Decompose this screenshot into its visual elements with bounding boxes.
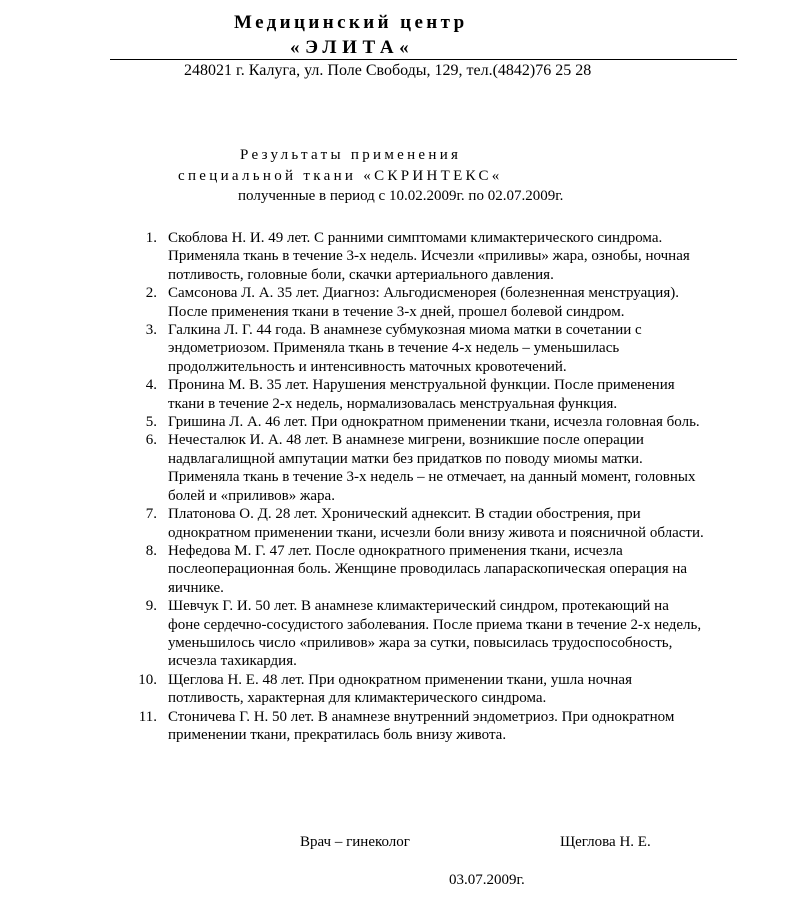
list-item (130, 284, 750, 321)
list-item-line: ткани в течение 2-х недель, нормализовалась менструальная функция. (168, 395, 618, 412)
list-item-line: Самсонова Л. А. 35 лет. Диагноз: Альгодисменорея (болезненная менструация). (168, 285, 679, 302)
list-item-line: однократном применении ткани, исчезли боли внизу живота и поясничной области. (168, 524, 704, 541)
list-item-line: применении ткани, прекратилась боль внизу живота. (168, 726, 507, 743)
list-item-line: эндометриозом. Применяла ткань в течение 4-х недель – уменьшилась (168, 340, 620, 357)
list-item-text (168, 431, 695, 505)
list-item-line: Применяла ткань в течение 3-х недель – не отмечает, на данный момент, головных (168, 469, 696, 486)
list-item-line: потливость, головные боли, скачки артериального давления. (168, 266, 554, 283)
list-item-line: Галкина Л. Г. 44 года. В анамнезе субмукозная миома матки в сочетании с (168, 322, 642, 339)
list-item-number: 6. (145, 432, 157, 449)
organization-address: 248021 г. Калуга, ул. Поле Свободы, 129, тел.(4842)76 25 28 (184, 62, 592, 79)
list-item (130, 708, 750, 745)
signature-date: 03.07.2009г. (449, 872, 525, 888)
list-item (130, 542, 750, 597)
list-item-text (168, 284, 679, 321)
list-item (130, 597, 750, 671)
list-item-number: 2. (145, 285, 157, 302)
list-item-line: продолжительность и интенсивность маточных кровотечений. (168, 358, 567, 375)
list-item-text (168, 671, 632, 708)
list-item-text (168, 413, 700, 431)
list-item-line: Стоничева Г. Н. 50 лет. В анамнезе внутренний эндометриоз. При однократном (168, 708, 675, 725)
list-item (130, 505, 750, 542)
list-item-line: фоне сердечно-сосудистого заболевания. После приема ткани в течение 2-х недель, (168, 616, 702, 633)
list-item-line: Применяла ткань в течение 3-х недель. Исчезли «приливы» жара, ознобы, ночная (168, 248, 690, 265)
list-item-line: Нефедова М. Г. 47 лет. После однократного применения ткани, исчезла (168, 542, 623, 559)
list-item-number: 4. (145, 377, 157, 394)
list-item-line: Шевчук Г. И. 50 лет. В анамнезе климактерический синдром, протекающий на (168, 598, 669, 615)
document-title-line-2: специальной ткани «СКРИНТЕКС« (178, 168, 503, 184)
list-item-number: 10. (138, 671, 157, 688)
list-item-line: надвлагалищной ампутации матки без придатков по поводу миомы матки. (168, 450, 643, 467)
document-period: полученные в период с 10.02.2009г. по 02.07.2009г. (238, 188, 564, 204)
list-item-line: Гришина Л. А. 46 лет. При однократном применении ткани, исчезла головная боль. (168, 414, 700, 431)
list-item-number: 3. (145, 322, 157, 339)
list-item-line: яичнике. (168, 579, 224, 596)
list-item-number: 5. (145, 414, 157, 431)
signature-role: Врач – гинеколог (300, 834, 410, 850)
list-item-text (168, 321, 642, 376)
list-item-text (168, 376, 675, 413)
list-item-number: 9. (145, 598, 157, 615)
signature-name: Щеглова Н. Е. (560, 834, 651, 850)
list-item-number: 7. (145, 506, 157, 523)
list-item-number: 11. (138, 708, 157, 725)
list-item-line: Скоблова Н. И. 49 лет. С ранними симптомами климактерического синдрома. (168, 230, 663, 246)
list-item-line: уменьшилось число «приливов» жара за сутки, повысилась трудоспособность, (168, 634, 673, 651)
list-item-line: потливость, характерная для климактерического синдрома. (168, 690, 547, 707)
list-item-text (168, 505, 704, 542)
list-item-line: исчезла тахикардия. (168, 653, 297, 670)
document-title-line-1: Результаты применения (240, 147, 462, 163)
list-item (130, 229, 750, 284)
list-item-text (168, 542, 687, 597)
list-item (130, 431, 750, 505)
list-item-line: послеоперационная боль. Женщине проводилась лапараскопическая операция на (168, 561, 688, 578)
list-item-number: 8. (145, 542, 157, 559)
header-divider (110, 59, 737, 60)
results-list (130, 229, 750, 744)
list-item-text (168, 229, 690, 284)
list-item (130, 376, 750, 413)
list-item (130, 321, 750, 376)
list-item-line: Пронина М. В. 35 лет. Нарушения менструальной функции. После применения (168, 377, 675, 394)
list-item (130, 413, 750, 431)
organization-brand: «ЭЛИТА« (290, 37, 415, 58)
list-item-line: Щеглова Н. Е. 48 лет. При однократном применении ткани, ушла ночная (168, 671, 632, 688)
organization-name: Медицинский центр (234, 12, 468, 33)
list-item-line: Нечесталюк И. А. 48 лет. В анамнезе мигрени, возникшие после операции (168, 432, 644, 449)
list-item-line: Платонова О. Д. 28 лет. Хронический аднексит. В стадии обострения, при (168, 506, 641, 523)
list-item-line: После применения ткани в течение 3-х дней, прошел болевой синдром. (168, 303, 625, 320)
list-item (130, 671, 750, 708)
list-item-line: болей и «приливов» жара. (168, 487, 335, 504)
list-item-text (168, 597, 701, 671)
list-item-text (168, 708, 674, 745)
list-item-number: 1. (145, 230, 157, 246)
